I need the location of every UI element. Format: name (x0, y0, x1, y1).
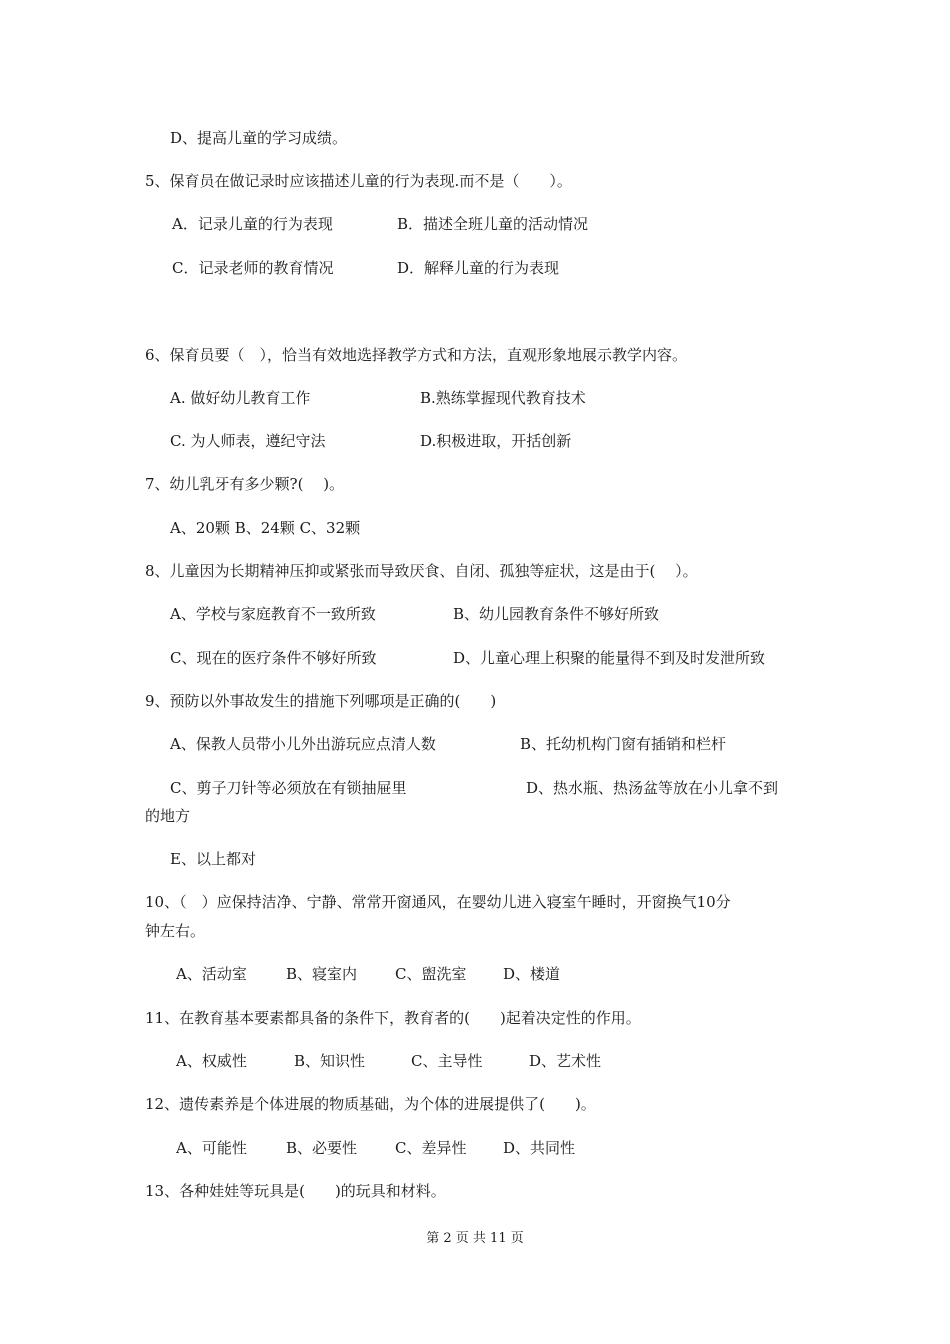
option-8b: B、幼儿园教育条件不够好所致 (453, 605, 660, 623)
option-12b: B、必要性 (286, 1139, 358, 1157)
option-10b: B、寝室内 (286, 965, 358, 983)
option-4d: D、提高儿童的学习成绩。 (170, 129, 348, 147)
option-9d: D、热水瓶、热汤盆等放在小儿拿不到 (526, 779, 779, 797)
option-8d: D、儿童心理上积聚的能量得不到及时发泄所致 (453, 649, 766, 667)
option-6b: B.熟练掌握现代教育技术 (420, 389, 586, 407)
option-6a: A. 做好幼儿教育工作 (170, 389, 311, 407)
question-10: 10、（ ）应保持洁净、宁静、常常开窗通风，在婴幼儿进入寝室午睡时，开窗换气10分 (145, 893, 731, 911)
option-8c: C、现在的医疗条件不够好所致 (170, 649, 377, 667)
option-9d-continued: 的地方 (145, 807, 191, 825)
option-11b: B、知识性 (294, 1052, 366, 1070)
option-11d: D、艺术性 (529, 1052, 602, 1070)
option-10c: C、盥洗室 (395, 965, 467, 983)
option-9c: C、剪子刀针等必须放在有锁抽屉里 (170, 779, 407, 797)
question-5: 5、保育员在做记录时应该描述儿童的行为表现.而不是（ ）。 (145, 172, 572, 190)
option-9a: A、保教人员带小儿外出游玩应点清人数 (170, 735, 436, 753)
question-7: 7、幼儿乳牙有多少颗?( )。 (145, 475, 345, 493)
option-5c: C．记录老师的教育情况 (172, 259, 334, 277)
option-5b: B．描述全班儿童的活动情况 (397, 215, 589, 233)
question-6: 6、保育员要（ ），恰当有效地选择教学方式和方法，直观形象地展示教学内容。 (145, 346, 688, 364)
option-12d: D、共同性 (503, 1139, 576, 1157)
option-11a: A、权威性 (176, 1052, 247, 1070)
question-11: 11、在教育基本要素都具备的条件下，教育者的( )起着决定性的作用。 (145, 1009, 641, 1027)
option-6d: D.积极进取，开括创新 (420, 432, 572, 450)
question-8: 8、儿童因为长期精神压抑或紧张而导致厌食、自闭、孤独等症状，这是由于( ）。 (145, 562, 698, 580)
options-7: A、20颗 B、24颗 C、32颗 (170, 519, 361, 537)
option-10a: A、活动室 (176, 965, 247, 983)
option-11c: C、主导性 (411, 1052, 483, 1070)
option-8a: A、学校与家庭教育不一致所致 (170, 605, 376, 623)
page-footer: 第 2 页 共 11 页 (426, 1231, 524, 1246)
question-12: 12、遗传素养是个体进展的物质基础，为个体的进展提供了( )。 (145, 1095, 596, 1113)
option-5a: A．记录儿童的行为表现 (172, 215, 333, 233)
option-9e: E、以上都对 (170, 850, 256, 868)
question-10-continued: 钟左右。 (145, 922, 206, 940)
option-5d: D．解释儿童的行为表现 (397, 259, 560, 277)
option-10d: D、楼道 (503, 965, 561, 983)
option-12a: A、可能性 (176, 1139, 247, 1157)
option-12c: C、差异性 (395, 1139, 467, 1157)
question-9: 9、预防以外事故发生的措施下列哪项是正确的( ) (145, 692, 497, 710)
question-13: 13、各种娃娃等玩具是( )的玩具和材料。 (145, 1182, 446, 1200)
option-9b: B、托幼机构门窗有插销和栏杆 (520, 735, 727, 753)
option-6c: C. 为人师表，遵纪守法 (170, 432, 326, 450)
